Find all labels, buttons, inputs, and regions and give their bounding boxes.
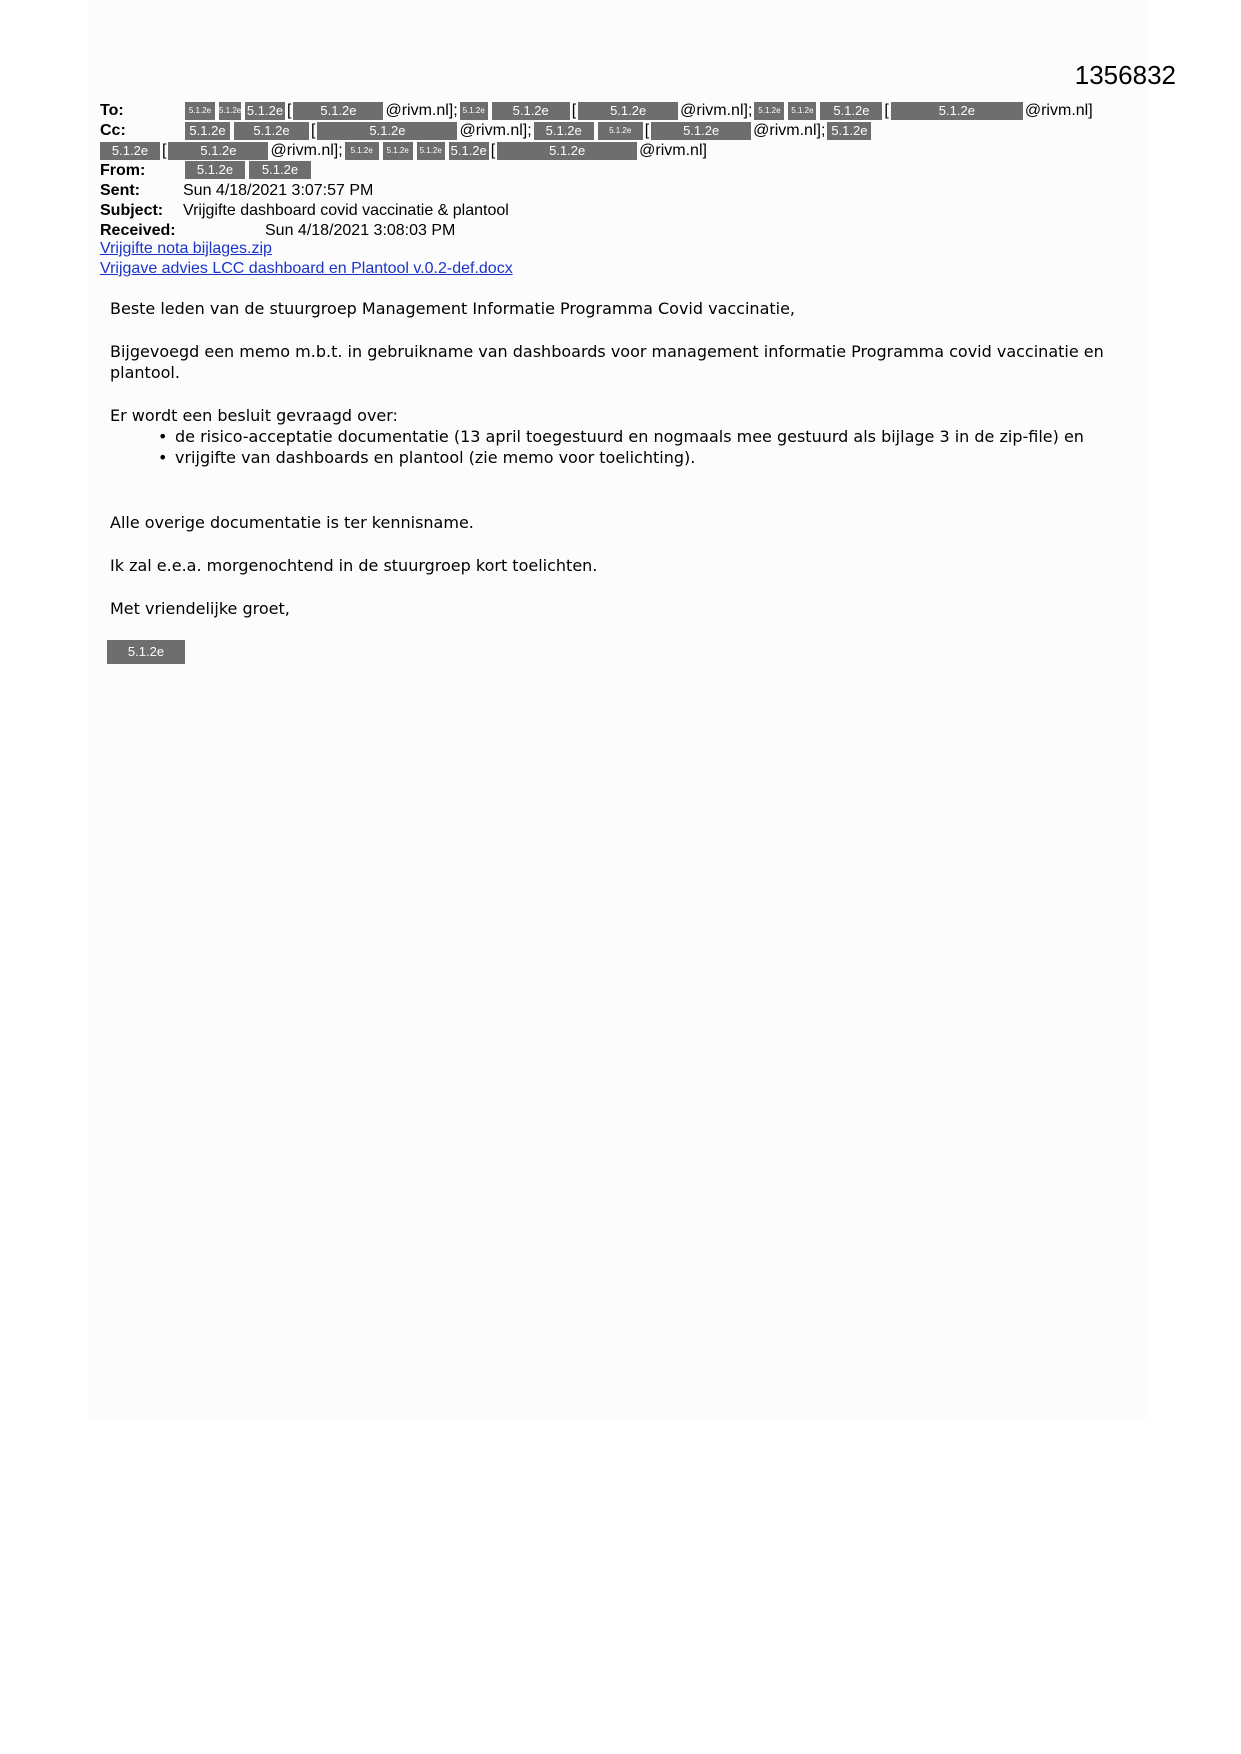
- sent-row: [100, 181, 1180, 201]
- redaction: 5.1.2e: [185, 161, 245, 179]
- redaction: 5.1.2e: [827, 122, 871, 140]
- bracket: [: [162, 142, 167, 159]
- redaction: 5.1.2e: [185, 122, 230, 140]
- redaction: 5.1.2e: [651, 122, 751, 140]
- attachments: [100, 239, 513, 279]
- subject-row: [100, 201, 1180, 221]
- bracket: [: [884, 102, 889, 119]
- redaction: 5.1.2e: [249, 161, 311, 179]
- redaction: 5.1.2e: [185, 102, 215, 120]
- greeting: Beste leden van de stuurgroep Management Informatie Programma Covid vaccinatie,: [110, 299, 796, 318]
- email-domain: @rivm.nl]: [639, 142, 707, 159]
- subject-value: Vrijgifte dashboard covid vaccinatie & plantool: [183, 202, 509, 219]
- cc-recipients: [183, 121, 873, 141]
- sent-value: Sun 4/18/2021 3:07:57 PM: [183, 182, 374, 199]
- redaction: 5.1.2e: [417, 142, 445, 160]
- from-sender: [183, 161, 313, 179]
- redaction: 5.1.2e: [383, 142, 413, 160]
- cc-row: [100, 121, 1180, 141]
- redaction: 5.1.2e: [891, 102, 1023, 120]
- email-domain: @rivm.nl];: [459, 122, 532, 139]
- cc-recipients-continued: [98, 141, 707, 161]
- received-value: Sun 4/18/2021 3:08:03 PM: [265, 222, 456, 239]
- list-item: • vrijgifte van dashboards en plantool (zie memo voor toelichting).: [158, 447, 1118, 468]
- redaction: 5.1.2e: [534, 122, 594, 140]
- attachment-link-docx[interactable]: Vrijgave advies LCC dashboard en Plantool v.0.2-def.docx: [100, 260, 513, 277]
- redaction: 5.1.2e: [497, 142, 637, 160]
- redaction: 5.1.2e: [820, 102, 882, 120]
- closing: Met vriendelijke groet,: [110, 599, 290, 618]
- cc-row-continued: [100, 141, 1180, 161]
- received-row: [100, 221, 1180, 241]
- redaction: 5.1.2e: [492, 102, 570, 120]
- to-label: To:: [100, 102, 124, 119]
- paragraph-memo: Bijgevoegd een memo m.b.t. in gebruikname van dashboards voor management informatie Programma covid vaccinatie en plantool.: [110, 342, 1104, 382]
- redaction: 5.1.2e: [317, 122, 457, 140]
- email-domain: @rivm.nl];: [680, 102, 753, 119]
- document-number: 1356832: [1074, 60, 1176, 90]
- bracket: [: [490, 142, 496, 159]
- attachment-link-zip[interactable]: Vrijgifte nota bijlages.zip: [100, 240, 272, 257]
- redaction: 5.1.2e: [345, 142, 379, 160]
- sent-label: Sent:: [100, 182, 140, 199]
- redaction: 5.1.2e: [460, 102, 488, 120]
- redaction: 5.1.2e: [598, 122, 643, 140]
- redaction: 5.1.2e: [754, 102, 784, 120]
- decision-list: [158, 426, 1118, 468]
- bracket: [: [311, 122, 316, 139]
- subject-label: Subject:: [100, 202, 164, 219]
- email-domain: @rivm.nl];: [385, 102, 458, 119]
- to-row: [100, 101, 1180, 121]
- received-label: Received:: [100, 222, 176, 239]
- email-domain: @rivm.nl];: [270, 142, 343, 159]
- paragraph-explain: Ik zal e.e.a. morgenochtend in de stuurgroep kort toelichten.: [110, 556, 598, 575]
- redaction: 5.1.2e: [788, 102, 816, 120]
- redaction: 5.1.2e: [168, 142, 268, 160]
- redaction: 5.1.2e: [293, 102, 383, 120]
- list-item: • de risico-acceptatie documentatie (13 april toegestuurd en nogmaals mee gestuurd als bijlage 3 in de zip-file) en: [158, 426, 1118, 447]
- redaction: 5.1.2e: [234, 122, 309, 140]
- bracket: [: [644, 122, 650, 139]
- email-domain: @rivm.nl]: [1024, 102, 1093, 119]
- redaction: 5.1.2e: [246, 103, 284, 118]
- from-row: [100, 161, 1180, 181]
- from-label: From:: [100, 162, 146, 179]
- to-recipients: [183, 101, 1093, 121]
- cc-label: Cc:: [100, 122, 126, 139]
- bracket: [: [571, 102, 577, 119]
- redaction: 5.1.2e: [219, 102, 241, 120]
- redaction: 5.1.2e: [100, 142, 160, 160]
- email-domain: @rivm.nl];: [753, 122, 826, 139]
- redaction: 5.1.2e: [450, 143, 487, 158]
- signature-redaction: 5.1.2e: [107, 640, 185, 664]
- redaction: 5.1.2e: [578, 102, 678, 120]
- email-header: [100, 101, 1180, 241]
- bracket: [: [287, 102, 292, 119]
- paragraph-decision: Er wordt een besluit gevraagd over:: [110, 406, 398, 425]
- paragraph-documentation: Alle overige documentatie is ter kennisname.: [110, 513, 474, 532]
